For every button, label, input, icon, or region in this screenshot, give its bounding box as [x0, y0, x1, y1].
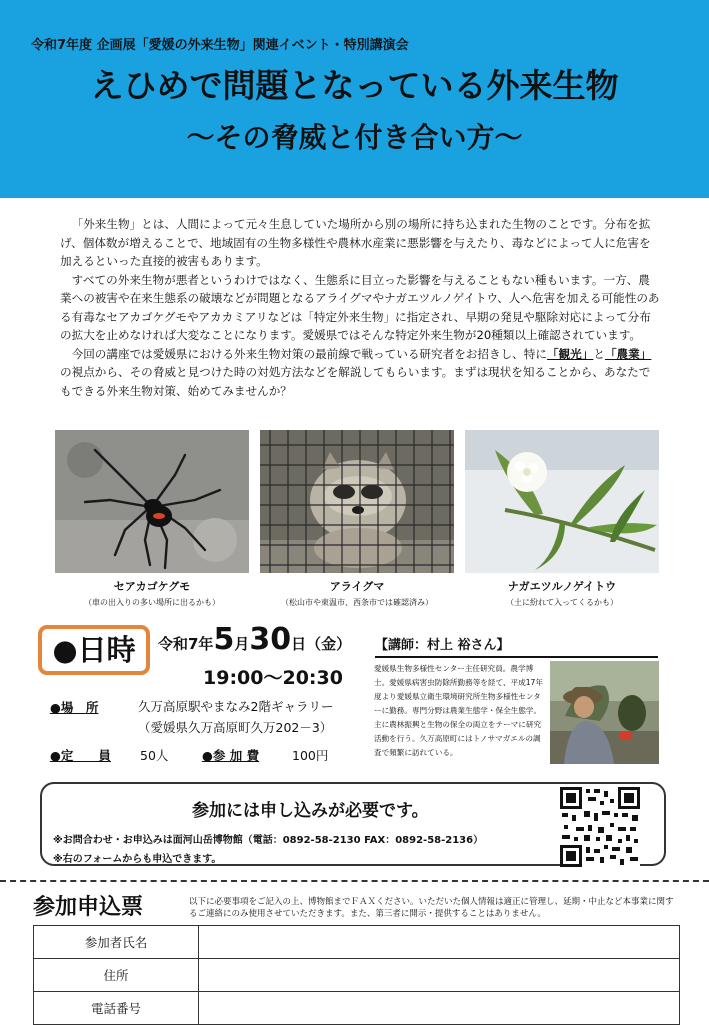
intro-p3-part-b: と	[593, 346, 605, 361]
species-name: アライグマ	[329, 580, 385, 593]
date-era: 令和7年	[158, 635, 214, 653]
address-field[interactable]	[199, 959, 680, 992]
venue-address: （愛媛県久万高原町久万202－3）	[138, 720, 333, 735]
redback-spider-photo	[55, 430, 249, 573]
page-subtitle: 〜その脅威と付き合い方〜	[186, 121, 523, 154]
intro-paragraph-1: 「外来生物」とは、人間によって元々生息していた場所から別の場所に持ち込まれた生物のことです。分布を拡げ、個体数が増えることで、地域固有の生物多様性や農林水産業に悪影響を与えたり、毒などによって人に危害を加えるといった直接的被害もあります。	[60, 217, 651, 268]
intro-paragraph-3	[60, 345, 660, 401]
alligator-weed-photo	[465, 430, 659, 573]
date-day: 30	[249, 622, 292, 657]
event-series-label: 令和7年度 企画展「愛媛の外来生物」関連イベント・特別講演会	[31, 38, 409, 53]
species-note: （土に紛れて入ってくるかも）	[506, 598, 618, 607]
lecturer-title: 【講師：村上 裕さん】	[375, 634, 658, 658]
fee-label-text: ●参 加 費	[202, 748, 260, 763]
venue-label-text: ●場 所	[50, 700, 99, 715]
date-month-unit: 月	[234, 635, 250, 653]
intro-p3-part-c: の視点から、その脅威と見つけた時の対処方法などを解説してもらいます。まずは現状を知ることから、あなたでもできる外来生物対策、始めてみませんか？	[60, 365, 651, 398]
species-note: （松山市や東温市、西条市では確認済み）	[281, 598, 433, 607]
participant-name-field[interactable]	[199, 926, 680, 959]
caption-alligator-weed	[465, 578, 659, 608]
caption-raccoon	[260, 578, 454, 608]
intro-p3-part-a: 今回の講座では愛媛県における外来生物対策の最前線で戦っている研究者をお招きし、特に	[71, 346, 547, 361]
participant-name-label: 参加者氏名	[34, 926, 199, 959]
table-row	[34, 959, 680, 992]
lecturer-bio: 愛媛県生物多様性センター主任研究員。農学博士。愛媛県病害虫防除所勤務等を経て、平成17年度より愛媛県立衛生環境研究所生物多様性センターに勤務。専門分野は農業生態学・保全生態学。主に農林振興と生物の保全の両立をテーマに研究活動を行う。久万高原町にはトノサマガエルの調査で頻繁に訪れている。	[374, 664, 543, 757]
event-time: 19:00〜20:30	[203, 667, 343, 689]
caption-redback-spider	[55, 578, 249, 608]
application-form-title: 参加申込票	[33, 895, 144, 920]
venue-label	[50, 698, 98, 716]
date-day-unit: 日	[291, 635, 307, 653]
keyword-tourism: 「観光」	[546, 346, 594, 361]
application-required-notice: 参加には申し込みが必要です。	[192, 801, 429, 821]
table-row	[34, 992, 680, 1025]
capacity-value: 50人	[140, 748, 169, 763]
species-photos	[55, 430, 659, 610]
lecturer-photo	[550, 661, 659, 764]
application-qr-code[interactable]	[560, 787, 640, 867]
species-name: ナガエツルノゲイトウ	[507, 580, 617, 593]
capacity-label-text: ●定 員	[50, 748, 111, 763]
fee-value: 100円	[292, 748, 329, 763]
form-link-note: ※右のフォームからも申込できます。	[53, 854, 222, 865]
fee-label	[202, 746, 259, 764]
address-label: 住所	[34, 959, 199, 992]
contact-info: ※お問合わせ・お申込みは面河山岳博物館（電話：0892-58-2130 FAX：0892-58-2136）	[53, 835, 484, 846]
intro-text	[60, 215, 660, 400]
capacity-label	[50, 746, 111, 764]
species-name: セアカゴケグモ	[113, 580, 191, 593]
keyword-agriculture: 「農業」	[604, 346, 652, 361]
application-form-table	[33, 925, 680, 1025]
cut-line	[0, 880, 709, 882]
event-date	[158, 622, 351, 657]
phone-label: 電話番号	[34, 992, 199, 1025]
phone-field[interactable]	[199, 992, 680, 1025]
species-note: （車の出入りの多い場所に出るかも）	[84, 598, 220, 607]
application-form-note: 以下に必要事項をご記入の上、博物館までＦＡＸください。いただいた個人情報は適正に管理し、延期・中止など本事業に関するご連絡にのみ使用させていただきます。また、第三者に開示・提供することはありません。	[189, 897, 674, 919]
intro-paragraph-2: すべての外来生物が悪者というわけではなく、生態系に目立った影響を与えることもない種もいます。一方、農業への被害や在来生態系の破壊などが問題となるアライグマやナガエツルノゲイトウ、人へ危害を加える可能性のある有毒なセアカゴケグモやアカカミアリなどは「特定外来生物」に指定され、早期の発見や駆除対応によって分布の拡大を止めなければ大変なことになります。愛媛県ではそんな特定外来生物が20種類以上確認されています。	[60, 272, 660, 342]
header-banner	[0, 0, 709, 198]
table-row	[34, 926, 680, 959]
page-title: えひめで問題となっている外来生物	[90, 66, 619, 105]
datetime-label: ●日時	[38, 625, 150, 675]
date-month: 5	[213, 622, 235, 657]
raccoon-photo	[260, 430, 454, 573]
venue-name: 久万高原駅やまなみ2階ギャラリー	[138, 699, 334, 714]
date-weekday: （金）	[306, 635, 352, 653]
